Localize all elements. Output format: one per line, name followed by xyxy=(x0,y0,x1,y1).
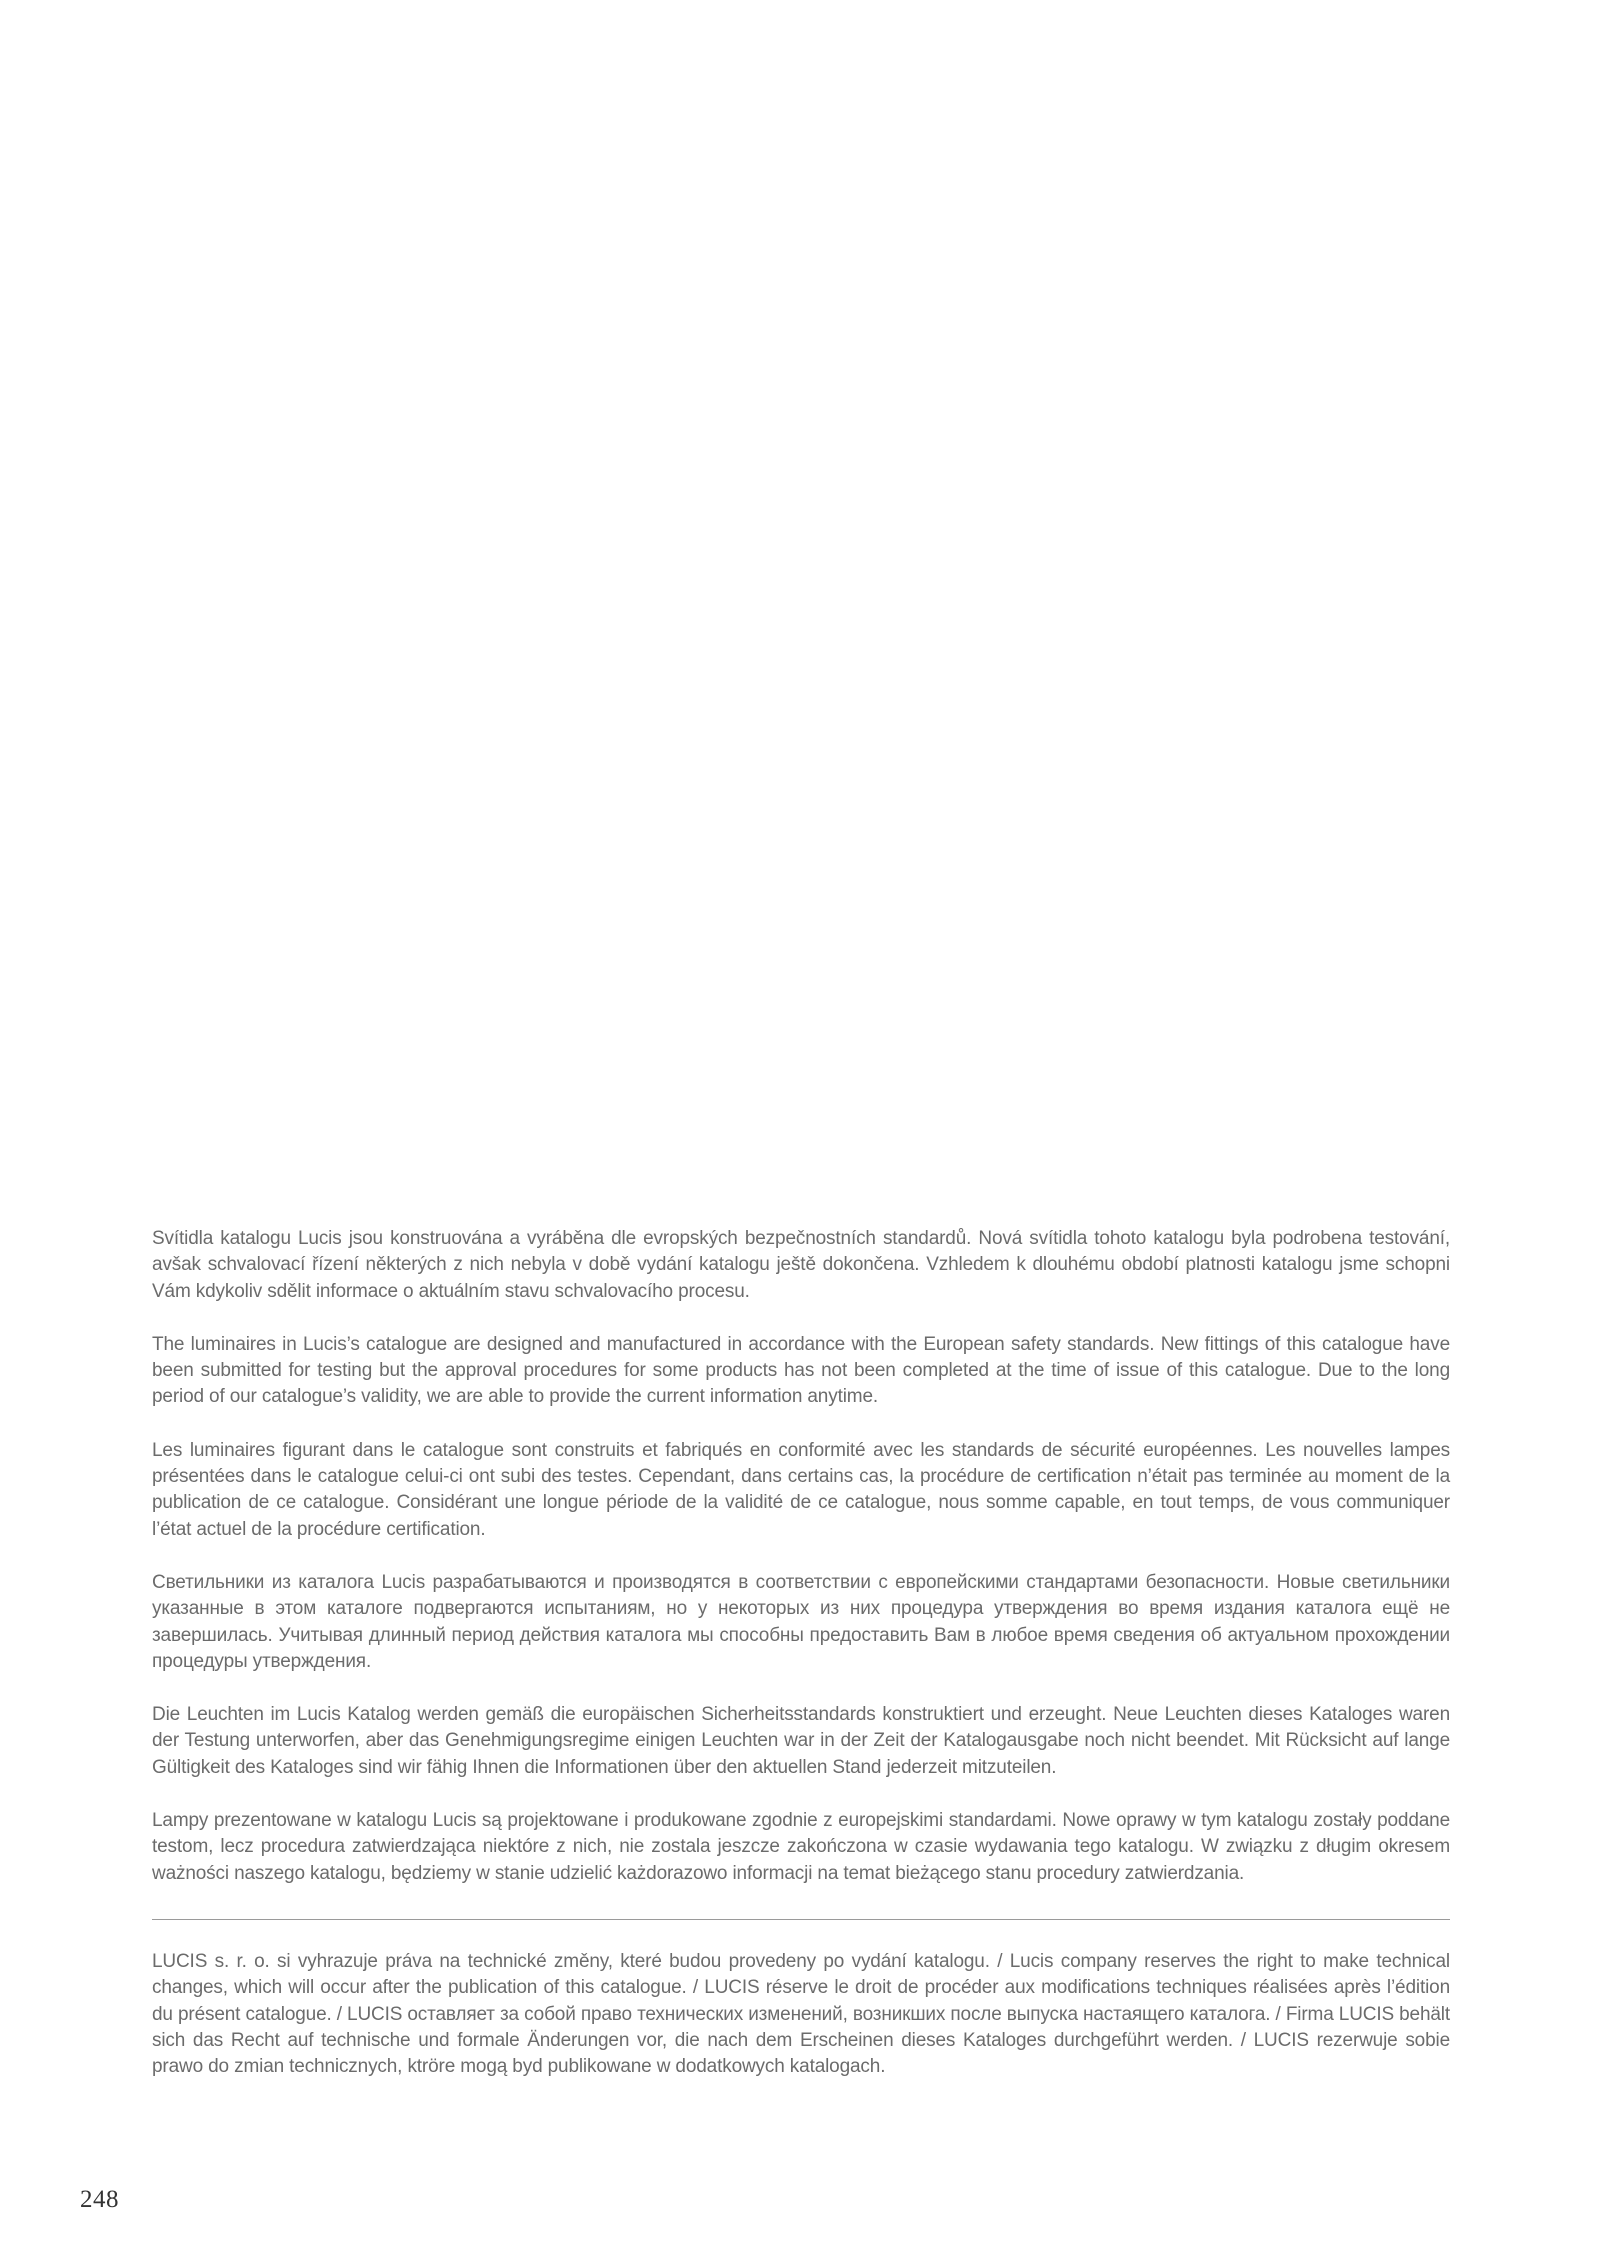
paragraph-english: The luminaires in Lucis’s catalogue are designed and manufactured in accordance with the European safety standards. New fittings of this catalogue have been submitted for testing but the approval procedures for some products has not been completed at the time of issue of this catalogue. Due to the long period of our catalogue’s validity, we are able to provide the current information anytime. xyxy=(152,1333,1450,1408)
paragraph-polish: Lampy prezentowane w katalogu Lucis są projektowane i produkowane zgodnie z europejskimi standardami. Nowe oprawy w tym katalogu zostały poddane testom, lecz procedura zatwierdzająca niektóre z nich, nie zostala jeszcze zakończona w czasie wydawania tego katalogu. W związku z długim okresem ważności naszego katalogu, będziemy w stanie udzielić każdorazowo informacji na temat bieżącego stanu procedury zatwierdzania. xyxy=(152,1810,1450,1884)
section-divider xyxy=(152,1919,1450,1920)
paragraph-german: Die Leuchten im Lucis Katalog werden gemäß die europäischen Sicherheitsstandards konstruktiert und erzeught. Neue Leuchten dieses Kataloges waren der Testung unterworfen, aber das Genehmigungsregime einigen Leuchten war in der Zeit der Katalogausgabe noch nicht beendet. Mit Rücksicht auf lange Gültigkeit des Kataloges sind wir fähig Ihnen die Informationen über den aktuellen Stand jederzeit mitzuteilen. xyxy=(152,1704,1450,1778)
paragraph-russian: Светильники из каталога Lucis разрабатываются и производятся в соответствии с европейскими стандартами безопасности. Новые светильники указанные в этом каталоге подвергаются испытаниям, но у некоторых из них процедура утверждения во время издания каталога ещё не завершилась. Учитывая длинный период действия каталога мы способны предоставить Вам в любое время сведения об актуальном прохождении процедуры утверждения. xyxy=(152,1571,1450,1672)
certification-notice xyxy=(152,1226,1450,2080)
page-number: 248 xyxy=(80,2186,119,2213)
paragraph-french: Les luminaires figurant dans le catalogue sont construits et fabriqués en conformité avec les standards de sécurité européennes. Les nouvelles lampes présentées dans le catalogue celui-ci ont subi des testes. Cependant, dans certains cas, la procédure de certification n’était pas terminée au moment de la publication de ce catalogue. Considérant une longue période de la validité de ce catalogue, nous somme capable, en tout temps, de vous communiquer l’état actuel de la procédure certification. xyxy=(152,1439,1450,1540)
disclaimer-text: LUCIS s. r. o. si vyhrazuje práva na technické změny, které budou provedeny po vydání katalogu. / Lucis company reserves the right to make technical changes, which will occur after the publication of this catalogue. / LUCIS réserve le droit de procéder aux modifications techniques réalisées après l’édition du présent catalogue. / LUCIS оставляет за собой право технических изменений, возникших после выпуска настаящего каталога. / Firma LUCIS behält sich das Recht auf technische und formale Änderungen vor, die nach dem Erscheinen dieses Kataloges durchgeführt werden. / LUCIS rezerwuje sobie prawo do zmian technicznych, ktröre mogą byd publikowane w dodatkowych katalogach. xyxy=(152,1950,1450,2078)
paragraph-czech: Svítidla katalogu Lucis jsou konstruována a vyráběna dle evropských bezpečnostních standardů. Nová svítidla tohoto katalogu byla podrobena testování, avšak schvalovací řízení některých z nich nebyla v době vydání katalogu ještě dokončena. Vzhledem k dlouhému období platnosti katalogu jsme schopni Vám kdykoliv sdělit informace o aktuálním stavu schvalovacího procesu. xyxy=(152,1228,1450,1302)
